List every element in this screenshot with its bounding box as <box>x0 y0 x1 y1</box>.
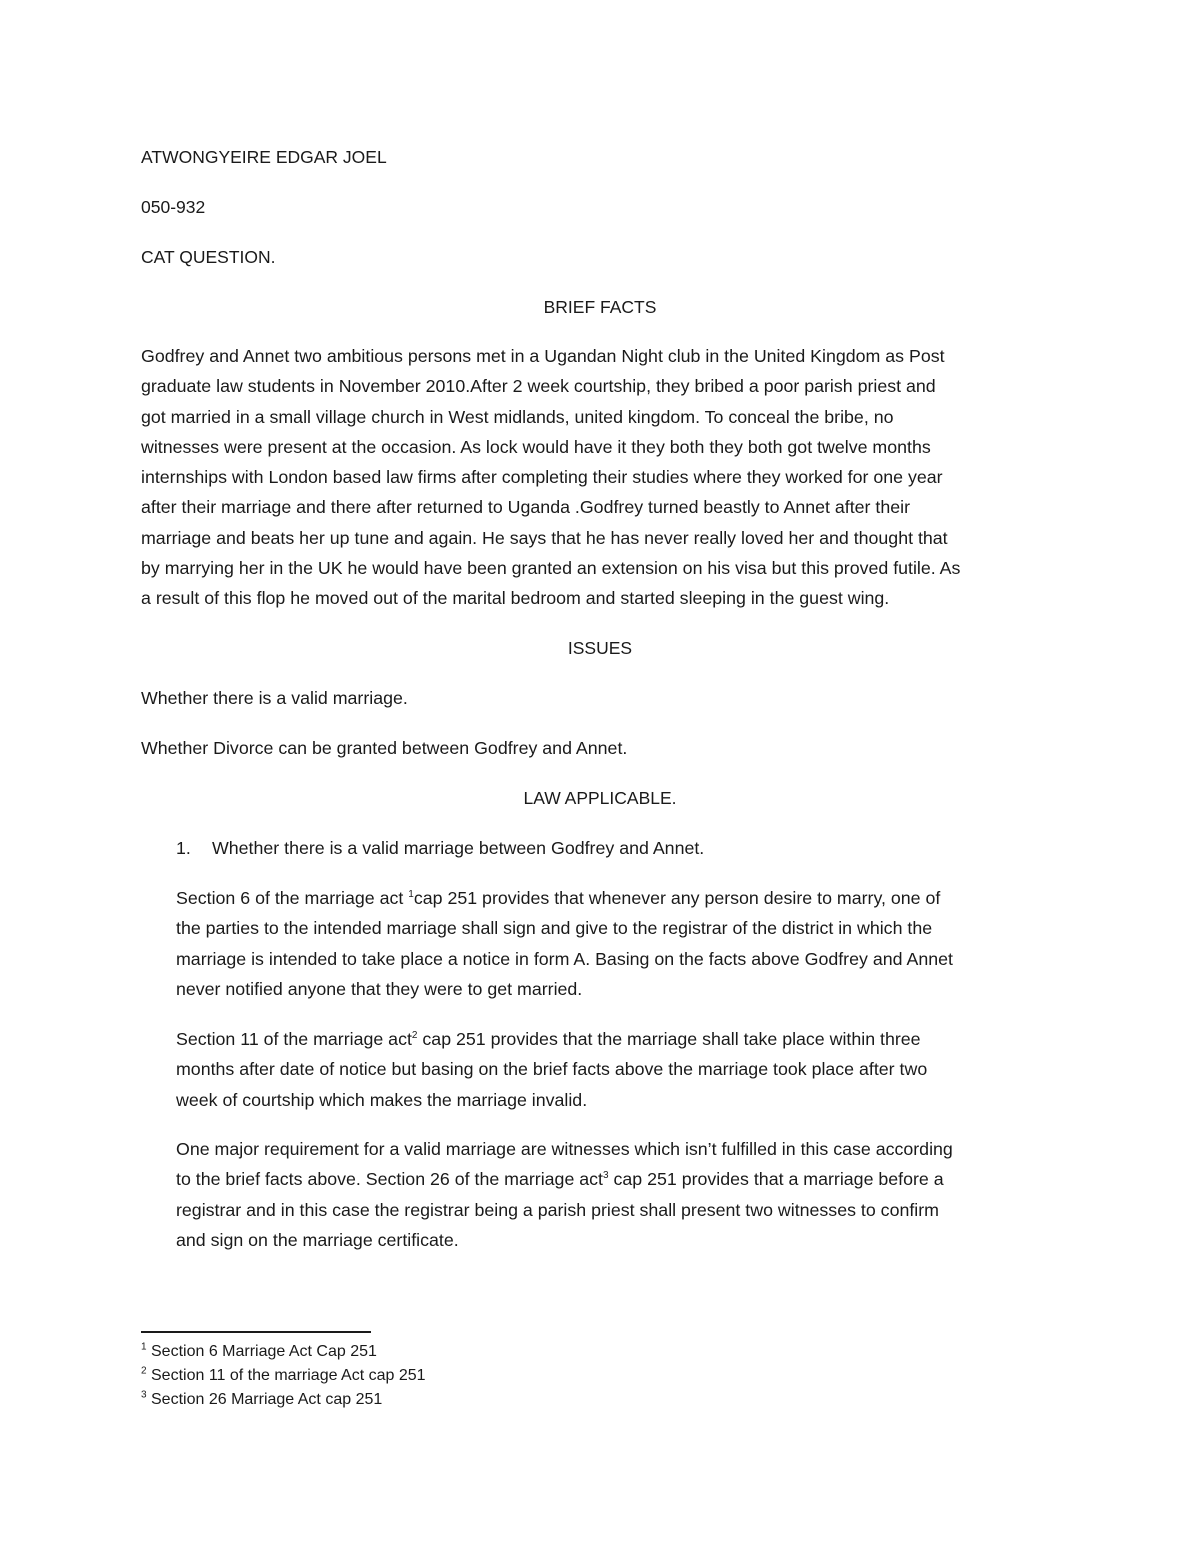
document-label: CAT QUESTION. <box>141 247 276 267</box>
paragraph-line: witnesses were present at the occasion. As lock would have it they both they both got twelve months <box>141 436 931 457</box>
paragraph-line: to the brief facts above. Section 26 of the marriage act$^3$ cap 251 provides that a marriage before a <box>176 1169 944 1190</box>
brief-facts-heading: BRIEF FACTS <box>543 297 657 317</box>
footnote: $^2$ Section 11 of the marriage Act cap 251 <box>141 1365 426 1384</box>
paragraph-line: the parties to the intended marriage shall sign and give to the registrar of the district in which the <box>176 918 933 939</box>
paragraph-line: marriage and beats her up tune and again. He says that he has never really loved her and thought that <box>141 527 948 548</box>
law-paragraph-1 <box>176 883 1056 1004</box>
law-paragraph-3 <box>176 1134 1056 1255</box>
footnote-separator <box>141 1331 371 1333</box>
paragraph-line: graduate law students in November 2010.After 2 week courtship, they bribed a poor parish priest and <box>141 376 936 397</box>
brief-facts-paragraph <box>141 341 1061 614</box>
item-text: Whether there is a valid marriage between Godfrey and Annet. <box>212 838 705 858</box>
issue-item: Whether Divorce can be granted between Godfrey and Annet. <box>141 738 628 758</box>
paragraph-line: marriage is intended to take place a notice in form A. Basing on the facts above Godfrey and Annet <box>176 948 953 969</box>
paragraph-line: got married in a small village church in West midlands, united kingdom. To conceal the bribe, no <box>141 406 894 427</box>
item-number: 1. <box>176 838 191 858</box>
footnote-ref: 1 <box>408 889 414 901</box>
paragraph-line: One major requirement for a valid marriage are witnesses which isn’t fulfilled in this case according <box>176 1139 953 1159</box>
footnote-ref: 2 <box>411 1030 418 1042</box>
numbered-item <box>176 838 704 858</box>
paragraph-line: by marrying her in the UK he would have been granted an extension on his visa but this proved futile. As <box>141 558 961 579</box>
issue-item: Whether there is a valid marriage. <box>141 688 408 708</box>
paragraph-line: week of courtship which makes the marriage invalid. <box>176 1089 588 1110</box>
paragraph-line: months after date of notice but basing on the brief facts above the marriage took place after two <box>176 1059 928 1080</box>
footnote-mark: 3 <box>141 1389 147 1401</box>
footnote: $^1$ Section 6 Marriage Act Cap 251 <box>141 1341 377 1360</box>
paragraph-line: internships with London based law firms after completing their studies where they worked for one year <box>141 467 943 488</box>
paragraph-line: after their marriage and there after returned to Uganda .Godfrey turned beastly to Annet after their <box>141 497 910 518</box>
law-applicable-heading: LAW APPLICABLE. <box>523 788 677 808</box>
paragraph-line: never notified anyone that they were to get married. <box>176 978 583 999</box>
issues-heading: ISSUES <box>567 638 633 658</box>
footnote-mark: 2 <box>141 1365 147 1377</box>
student-name: ATWONGYEIRE EDGAR JOEL <box>141 147 387 167</box>
footnote-ref: 3 <box>603 1170 609 1182</box>
paragraph-line: Godfrey and Annet two ambitious persons met in a Ugandan Night club in the United Kingdom as Post <box>141 346 945 366</box>
paragraph-line: Section 11 of the marriage act$^2$ cap 251 provides that the marriage shall take place within three <box>176 1029 921 1049</box>
law-paragraph-2 <box>176 1024 1056 1115</box>
paragraph-line: a result of this flop he moved out of the marital bedroom and started sleeping in the guest wing. <box>141 588 890 609</box>
footnote-mark: 1 <box>141 1341 147 1353</box>
paragraph-line: Section 6 of the marriage act $^1$cap 251 provides that whenever any person desire to marry, one of <box>176 888 941 908</box>
registration-number: 050-932 <box>141 197 206 217</box>
footnote: $^3$ Section 26 Marriage Act cap 251 <box>141 1389 383 1408</box>
paragraph-line: and sign on the marriage certificate. <box>176 1229 459 1250</box>
paragraph-line: registrar and in this case the registrar being a parish priest shall present two witnesses to confirm <box>176 1199 939 1220</box>
